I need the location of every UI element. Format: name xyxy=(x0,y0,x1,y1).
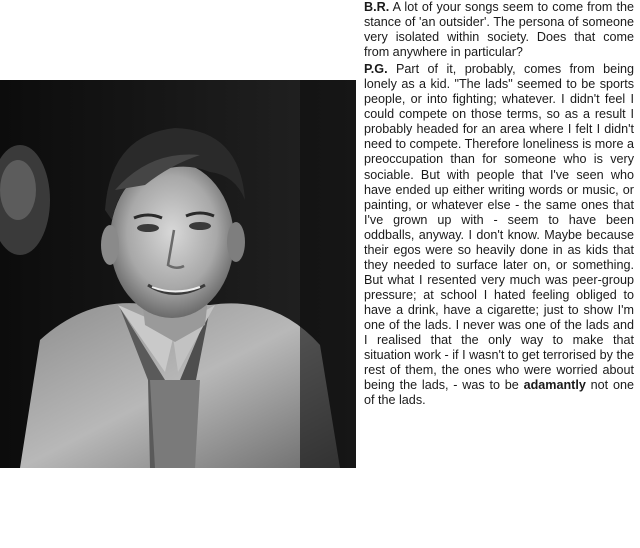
question-speaker: B.R. xyxy=(364,0,390,14)
answer-text-end: not one of the lads. xyxy=(364,378,634,408)
answer-emphasis: adamantly xyxy=(523,378,586,393)
portrait-photo xyxy=(0,80,356,468)
answer-text: Part of it, probably, comes from being lonely as a kid. "The lads" seemed to be sports people, or into fighting; whatever. I didn't feel I could compete on those terms, so as a result I probably headed for an area where I felt I didn't need to compete. Therefore loneliness is more a preoccupation than for someone who is very sociable. But with people that I've seen who have ended up either writing words or music, or painting, or whatever else - the same ones that I've grown up with - seem to have been oddballs, anyway. I don't know. Maybe because their egos were so heavily done in as kids that they needed to surface later on, or something. But what I resented very much was peer-group pressure; at school I hated feeling obliged to have a drink, have a cigarette; just to show I'm one of the lads. I never was one of the lads and I realised that the only way to make that situation work - if I wasn't to get terrorised by the rest of them, the ones who were worried about being the lads, - was to be xyxy=(364,62,634,393)
answer-paragraph xyxy=(364,62,634,408)
interview-text xyxy=(364,0,634,410)
question-text: A lot of your songs seem to come from the stance of 'an outsider'. The persona of someone very isolated within society. Does that come from anywhere in particular? xyxy=(364,0,634,60)
question-paragraph xyxy=(364,0,634,60)
portrait-illustration xyxy=(0,80,356,468)
answer-speaker: P.G. xyxy=(364,62,388,77)
